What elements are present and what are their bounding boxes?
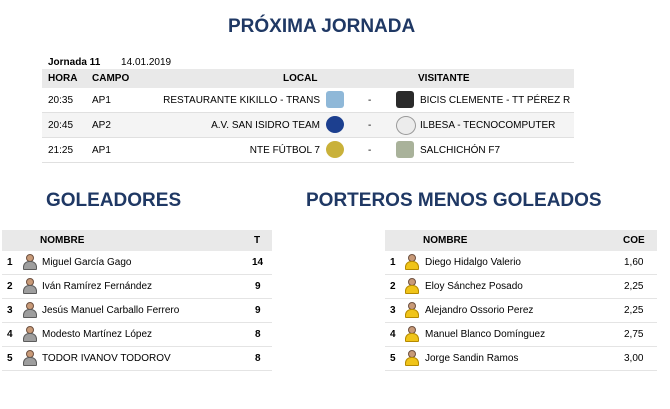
goleadores-title: GOLEADORES bbox=[46, 190, 182, 211]
header-coe: COE bbox=[623, 235, 645, 246]
fixture-visitante-team[interactable]: ILBESA - TECNOCOMPUTER bbox=[420, 120, 556, 131]
fixture-local-team[interactable]: RESTAURANTE KIKILLO - TRANS bbox=[163, 95, 320, 106]
team-crest-icon bbox=[396, 141, 414, 158]
fixture-visitante-team[interactable]: SALCHICHÓN F7 bbox=[420, 145, 501, 156]
table-row[interactable] bbox=[385, 251, 657, 275]
player-name[interactable]: Jesús Manuel Carballo Ferrero bbox=[42, 305, 180, 316]
header-hora: HORA bbox=[48, 73, 78, 84]
table-row[interactable] bbox=[2, 299, 272, 323]
rank: 3 bbox=[7, 305, 13, 316]
goalkeeper-avatar-icon bbox=[404, 254, 418, 269]
fixtures-table bbox=[42, 69, 574, 163]
header-campo: CAMPO bbox=[92, 73, 130, 84]
coe-value: 2,25 bbox=[624, 281, 644, 292]
player-avatar-icon bbox=[22, 326, 36, 341]
player-avatar-icon bbox=[22, 254, 36, 269]
team-crest-icon bbox=[396, 116, 416, 135]
coe-value: 3,00 bbox=[624, 353, 644, 364]
rank: 4 bbox=[390, 329, 396, 340]
goalkeeper-avatar-icon bbox=[404, 302, 418, 317]
fixture-local-team[interactable]: NTE FÚTBOL 7 bbox=[249, 145, 320, 156]
goleadores-header bbox=[2, 230, 272, 251]
fixture-row[interactable] bbox=[42, 88, 574, 113]
fixture-row[interactable] bbox=[42, 113, 574, 138]
rank: 1 bbox=[7, 257, 13, 268]
rank: 2 bbox=[7, 281, 13, 292]
fixtures-header bbox=[42, 69, 574, 88]
header-nombre: NOMBRE bbox=[40, 235, 85, 246]
goals-value: 9 bbox=[255, 305, 261, 316]
fixture-row[interactable] bbox=[42, 138, 574, 163]
fixture-campo: AP1 bbox=[92, 95, 111, 106]
player-avatar-icon bbox=[22, 278, 36, 293]
player-name[interactable]: Eloy Sánchez Posado bbox=[425, 281, 523, 292]
fixture-separator: - bbox=[368, 95, 372, 106]
goalkeeper-avatar-icon bbox=[404, 326, 418, 341]
team-crest-icon bbox=[396, 91, 414, 108]
player-name[interactable]: Jorge Sandin Ramos bbox=[425, 353, 519, 364]
table-row[interactable] bbox=[2, 347, 272, 371]
rank: 5 bbox=[7, 353, 13, 364]
table-row[interactable] bbox=[385, 323, 657, 347]
header-nombre: NOMBRE bbox=[423, 235, 468, 246]
proxima-jornada-title: PRÓXIMA JORNADA bbox=[228, 16, 416, 37]
jornada-date: 14.01.2019 bbox=[121, 57, 172, 68]
fixture-hora: 21:25 bbox=[48, 145, 74, 156]
rank: 1 bbox=[390, 257, 396, 268]
rank: 2 bbox=[390, 281, 396, 292]
fixture-hora: 20:35 bbox=[48, 95, 74, 106]
fixture-campo: AP1 bbox=[92, 145, 111, 156]
player-name[interactable]: TODOR IVANOV TODOROV bbox=[42, 353, 171, 364]
coe-value: 1,60 bbox=[624, 257, 644, 268]
rank: 4 bbox=[7, 329, 13, 340]
goals-value: 8 bbox=[255, 329, 261, 340]
table-row[interactable] bbox=[385, 275, 657, 299]
header-total: T bbox=[254, 235, 261, 246]
goals-value: 14 bbox=[252, 257, 264, 268]
fixture-campo: AP2 bbox=[92, 120, 111, 131]
team-crest-icon bbox=[326, 91, 344, 108]
player-avatar-icon bbox=[22, 350, 36, 365]
porteros-table bbox=[385, 230, 657, 371]
porteros-header bbox=[385, 230, 657, 251]
table-row[interactable] bbox=[2, 251, 272, 275]
fixture-hora: 20:45 bbox=[48, 120, 74, 131]
header-visitante: VISITANTE bbox=[418, 73, 470, 84]
goals-value: 9 bbox=[255, 281, 261, 292]
player-name[interactable]: Diego Hidalgo Valerio bbox=[425, 257, 521, 268]
coe-value: 2,25 bbox=[624, 305, 644, 316]
jornada-info bbox=[48, 57, 171, 68]
player-name[interactable]: Modesto Martínez López bbox=[42, 329, 153, 340]
goleadores-table bbox=[2, 230, 272, 371]
goalkeeper-avatar-icon bbox=[404, 350, 418, 365]
table-row[interactable] bbox=[2, 275, 272, 299]
fixture-separator: - bbox=[368, 120, 372, 131]
player-name[interactable]: Miguel García Gago bbox=[42, 257, 132, 268]
player-name[interactable]: Manuel Blanco Domínguez bbox=[425, 329, 546, 340]
fixture-local-team[interactable]: A.V. SAN ISIDRO TEAM bbox=[211, 120, 320, 131]
jornada-label: Jornada 11 bbox=[48, 57, 101, 68]
player-avatar-icon bbox=[22, 302, 36, 317]
team-crest-icon bbox=[326, 141, 344, 158]
rank: 5 bbox=[390, 353, 396, 364]
player-name[interactable]: Alejandro Ossorio Perez bbox=[425, 305, 534, 316]
rank: 3 bbox=[390, 305, 396, 316]
table-row[interactable] bbox=[385, 299, 657, 323]
goals-value: 8 bbox=[255, 353, 261, 364]
fixture-separator: - bbox=[368, 145, 372, 156]
table-row[interactable] bbox=[2, 323, 272, 347]
table-row[interactable] bbox=[385, 347, 657, 371]
header-local: LOCAL bbox=[283, 73, 318, 84]
fixture-visitante-team[interactable]: BICIS CLEMENTE - TT PÉREZ R bbox=[420, 95, 571, 106]
player-name[interactable]: Iván Ramírez Fernández bbox=[42, 281, 153, 292]
goalkeeper-avatar-icon bbox=[404, 278, 418, 293]
coe-value: 2,75 bbox=[624, 329, 644, 340]
team-crest-icon bbox=[326, 116, 344, 133]
porteros-title: PORTEROS MENOS GOLEADOS bbox=[306, 190, 602, 211]
